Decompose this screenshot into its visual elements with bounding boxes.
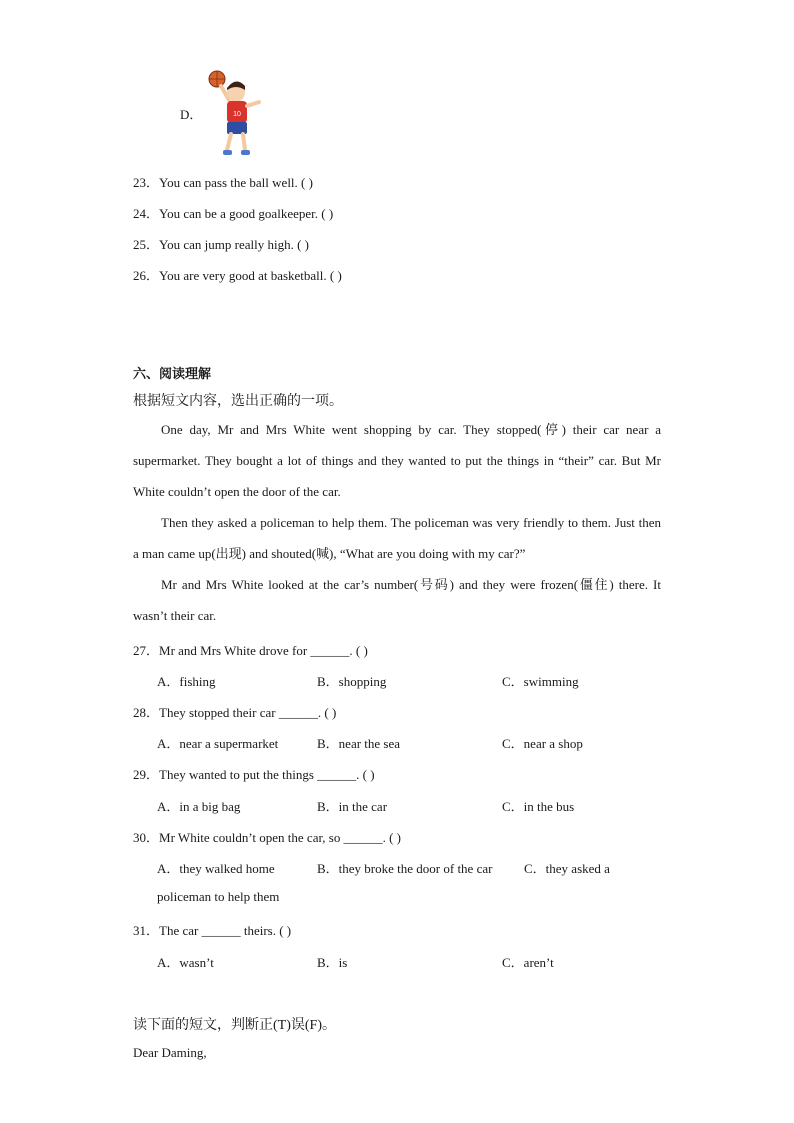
q27-option-b[interactable]: B．shopping: [317, 674, 387, 689]
question-27: [133, 640, 368, 659]
question-text: You are very good at basketball. ( ): [159, 268, 342, 283]
passage-paragraph-1: One day, Mr and Mrs White went shopping by car. They stopped(停) their car near a supermarket. They bought a lot of things and they wanted to put the things in “their” car. But Mr White couldn’t open the door of the car.: [133, 422, 661, 500]
q31-option-a[interactable]: A．wasn’t: [157, 955, 214, 970]
section-title: 六、阅读理解: [133, 366, 212, 381]
question-29: [133, 764, 375, 783]
question-text: They wanted to put the things ______. ( ): [159, 767, 375, 782]
question-30: [133, 827, 401, 846]
letter-salutation: Dear Daming,: [133, 1045, 207, 1060]
q31-option-b[interactable]: B．is: [317, 955, 348, 970]
q29-option-b[interactable]: B．in the car: [317, 799, 388, 814]
basketball-player-illustration: [205, 70, 267, 158]
q30-option-c-continuation[interactable]: policeman to help them: [157, 889, 280, 904]
question-text: The car ______ theirs. ( ): [159, 923, 292, 938]
section-instruction: 根据短文内容，选出正确的一项。: [133, 394, 343, 409]
question-26: [133, 265, 342, 284]
question-number: 24．: [133, 206, 160, 221]
question-number: 30．: [133, 830, 160, 845]
question-number: 26．: [133, 268, 160, 283]
q28-option-a[interactable]: A．near a supermarket: [157, 736, 279, 751]
q30-option-a[interactable]: A．they walked home: [157, 861, 275, 876]
question-number: 29．: [133, 767, 160, 782]
question-23: [133, 172, 313, 191]
question-number: 25．: [133, 237, 160, 252]
question-number: 27．: [133, 643, 160, 658]
question-number: 28．: [133, 705, 160, 720]
passage-paragraph-2: Then they asked a policeman to help them. The policeman was very friendly to them. Just then a man came up(出现) and shouted(喊), “What are you doing with my car?”: [133, 515, 661, 562]
question-text: You can be a good goalkeeper. ( ): [159, 206, 334, 221]
q27-option-a[interactable]: A．fishing: [157, 674, 216, 689]
q28-option-b[interactable]: B．near the sea: [317, 736, 401, 751]
passage-paragraph-3: Mr and Mrs White looked at the car’s number(号码) and they were frozen(僵住) there. It wasn’t their car.: [133, 577, 661, 624]
question-text: You can pass the ball well. ( ): [159, 175, 313, 190]
question-25: [133, 234, 309, 253]
question-number: 23．: [133, 175, 160, 190]
question-24: [133, 203, 333, 222]
q28-option-c[interactable]: C．near a shop: [502, 736, 583, 751]
q27-option-c[interactable]: C．swimming: [502, 674, 579, 689]
question-text: Mr White couldn’t open the car, so ______. ( ): [159, 830, 401, 845]
question-28: [133, 702, 336, 721]
q30-option-b[interactable]: B．they broke the door of the car: [317, 861, 493, 876]
question-text: You can jump really high. ( ): [159, 237, 309, 252]
q30-option-c[interactable]: C．they asked a: [524, 861, 610, 876]
option-d-label: D．: [180, 107, 203, 122]
q29-option-a[interactable]: A．in a big bag: [157, 799, 241, 814]
question-text: They stopped their car ______. ( ): [159, 705, 337, 720]
next-section-instruction: 读下面的短文，判断正(T)误(F)。: [133, 1018, 336, 1033]
question-number: 31．: [133, 923, 160, 938]
question-text: Mr and Mrs White drove for ______. ( ): [159, 643, 368, 658]
q31-option-c[interactable]: C．aren’t: [502, 955, 554, 970]
question-31: [133, 920, 291, 939]
q29-option-c[interactable]: C．in the bus: [502, 799, 575, 814]
svg-text:10: 10: [233, 111, 241, 118]
